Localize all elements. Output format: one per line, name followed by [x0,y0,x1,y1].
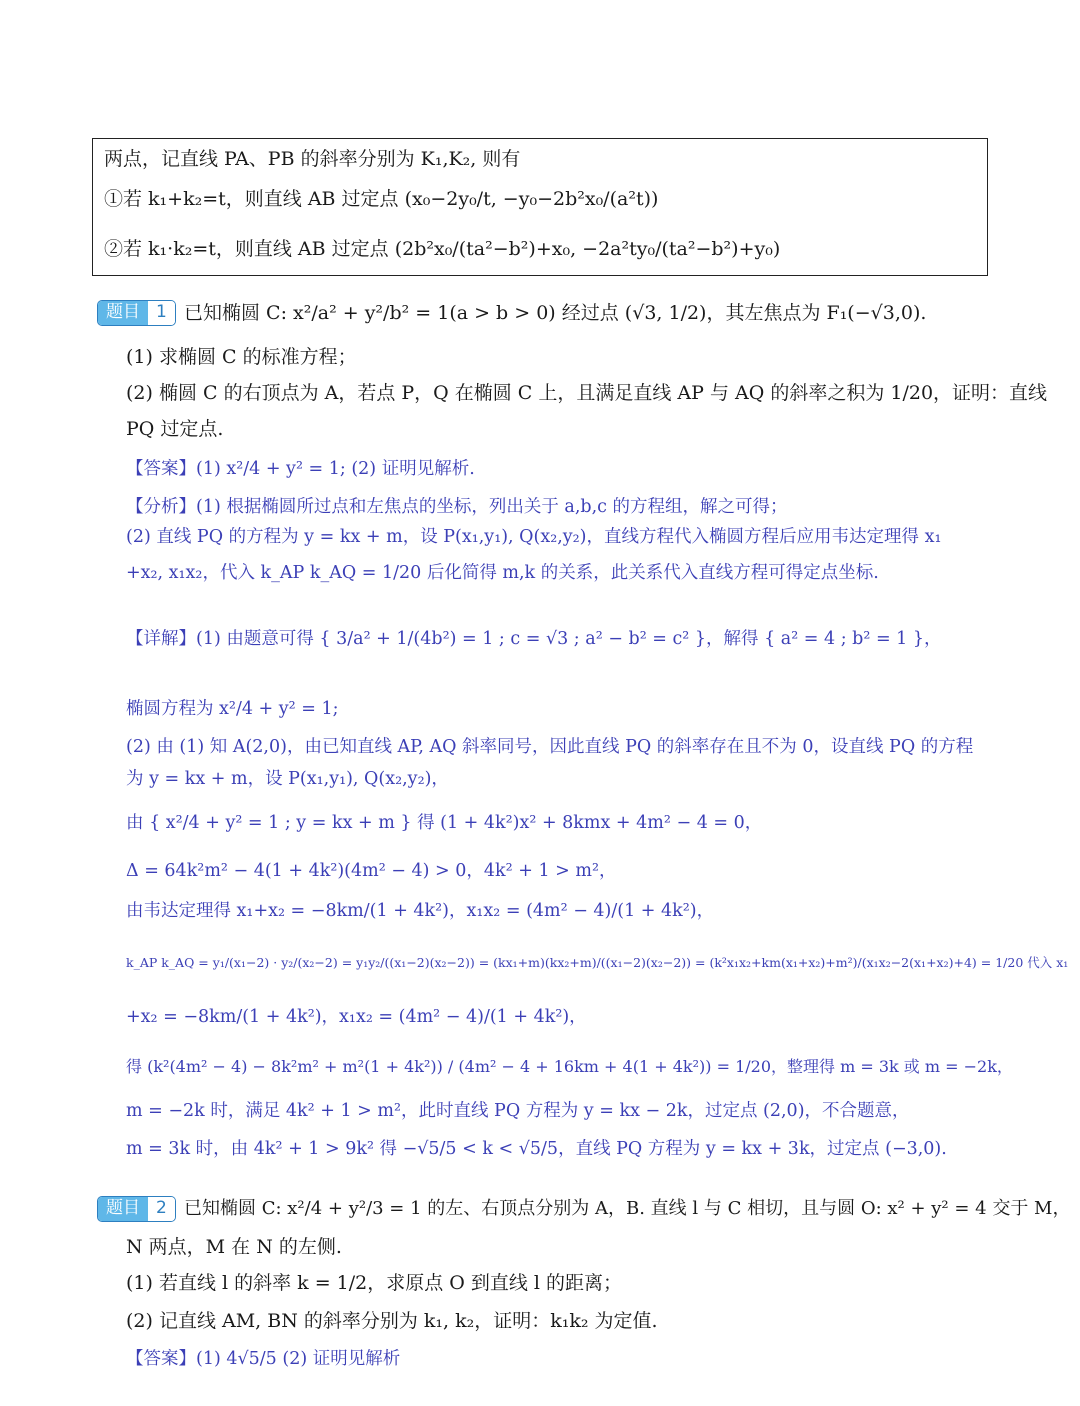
problem-2-tag [97,1196,176,1222]
problem-1-analysis-2: (2) 直线 PQ 的方程为 y = kx + m，设 P(x₁,y₁), Q(x₂,y₂)，直线方程代入椭圆方程后应用韦达定理得 x₁ [126,527,942,547]
problem-2-tag-number: 2 [148,1197,175,1221]
problem-2-question-2: (2) 记直线 AM, BN 的斜率分别为 k₁, k₂，证明：k₁k₂ 为定值. [126,1310,658,1332]
problem-1-detail-5: 由 { x²/4 + y² = 1 ; y = kx + m } 得 (1 + 4k²)x² + 8kmx + 4m² − 4 = 0， [126,813,763,833]
problem-1-question-2b: PQ 过定点. [126,418,224,440]
problem-1-answer: 【答案】(1) x²/4 + y² = 1; (2) 证明见解析. [126,459,475,479]
problem-1-detail-12: m = 3k 时，由 4k² + 1 > 9k² 得 −√5/5 < k < √5/5，直线 PQ 方程为 y = kx + 3k，过定点 (−3,0). [126,1139,947,1159]
problem-1-detail-7: 由韦达定理得 x₁+x₂ = −8km/(1 + 4k²)，x₁x₂ = (4m² − 4)/(1 + 4k²)， [126,901,715,921]
problem-1-analysis-1: 【分析】(1) 根据椭圆所过点和左焦点的坐标，列出关于 a,b,c 的方程组，解之可得； [126,497,788,517]
problem-2-stem-1: 已知椭圆 C: x²/4 + y²/3 = 1 的左、右顶点分别为 A，B. 直线 l 与 C 相切，且与圆 O: x² + y² = 4 交于 M， [184,1198,1071,1219]
problem-2-answer: 【答案】(1) 4√5/5 (2) 证明见解析 [126,1349,401,1369]
problem-1-detail-3: (2) 由 (1) 知 A(2,0)，由已知直线 AP, AQ 斜率同号，因此直线 PQ 的斜率存在且不为 0，设直线 PQ 的方程 [126,737,974,757]
box-line-3: ②若 k₁·k₂=t，则直线 AB 过定点 (2b²x₀/(ta²−b²)+x₀, −2a²ty₀/(ta²−b²)+y₀) [104,238,781,260]
problem-1-stem: 已知椭圆 C: x²/a² + y²/b² = 1(a > b > 0) 经过点 (√3, 1/2)，其左焦点为 F₁(−√3,0). [184,302,927,324]
problem-1-tag-number: 1 [148,301,175,325]
box-line-2: ①若 k₁+k₂=t，则直线 AB 过定点 (x₀−2y₀/t, −y₀−2b²x₀/(a²t)) [104,188,659,210]
problem-1-detail-9: +x₂ = −8km/(1 + 4k²)，x₁x₂ = (4m² − 4)/(1 + 4k²)， [126,1007,587,1027]
problem-2-stem-2: N 两点，M 在 N 的左侧. [126,1236,342,1258]
problem-1-question-1: (1) 求椭圆 C 的标准方程； [126,346,357,368]
box-line-1: 两点，记直线 PA、PB 的斜率分别为 K₁,K₂, 则有 [104,148,521,170]
problem-2-question-1: (1) 若直线 l 的斜率 k = 1/2，求原点 O 到直线 l 的距离； [126,1272,623,1294]
problem-1-analysis-3: +x₂, x₁x₂，代入 k_AP k_AQ = 1/20 后化简得 m,k 的关系，此关系代入直线方程可得定点坐标. [126,563,879,583]
problem-1-tag [97,300,176,326]
problem-1-detail-4: 为 y = kx + m，设 P(x₁,y₁), Q(x₂,y₂)， [126,769,449,789]
problem-1-detail-11: m = −2k 时，满足 4k² + 1 > m²，此时直线 PQ 方程为 y = kx − 2k，过定点 (2,0)，不合题意， [126,1101,910,1121]
problem-1-detail-1: 【详解】(1) 由题意可得 { 3/a² + 1/(4b²) = 1 ; c = √3 ; a² − b² = c² }，解得 { a² = 4 ; b² = 1 }， [126,629,942,649]
problem-1-tag-label: 题目 [98,301,148,325]
problem-1-detail-2: 椭圆方程为 x²/4 + y² = 1; [126,699,339,719]
problem-1-detail-6: Δ = 64k²m² − 4(1 + 4k²)(4m² − 4) > 0，4k² + 1 > m²， [126,861,617,881]
problem-1-detail-10: 得 (k²(4m² − 4) − 8k²m² + m²(1 + 4k²)) / (4m² − 4 + 16km + 4(1 + 4k²)) = 1/20，整理得 m = 3k 或 m = −2k， [126,1057,1013,1076]
problem-1-question-2a: (2) 椭圆 C 的右顶点为 A，若点 P，Q 在椭圆 C 上，且满足直线 AP 与 AQ 的斜率之积为 1/20，证明：直线 [126,382,1048,404]
problem-2-tag-label: 题目 [98,1197,148,1221]
problem-1-detail-8: k_AP k_AQ = y₁/(x₁−2) · y₂/(x₂−2) = y₁y₂/((x₁−2)(x₂−2)) = (kx₁+m)(kx₂+m)/((x₁−2)(x₂−2)) = (k²x₁x₂+km(x₁+x₂)+m²)/(x₁x₂−2(x₁+x₂)+4) = 1/20 代入 x₁ [126,955,1069,970]
